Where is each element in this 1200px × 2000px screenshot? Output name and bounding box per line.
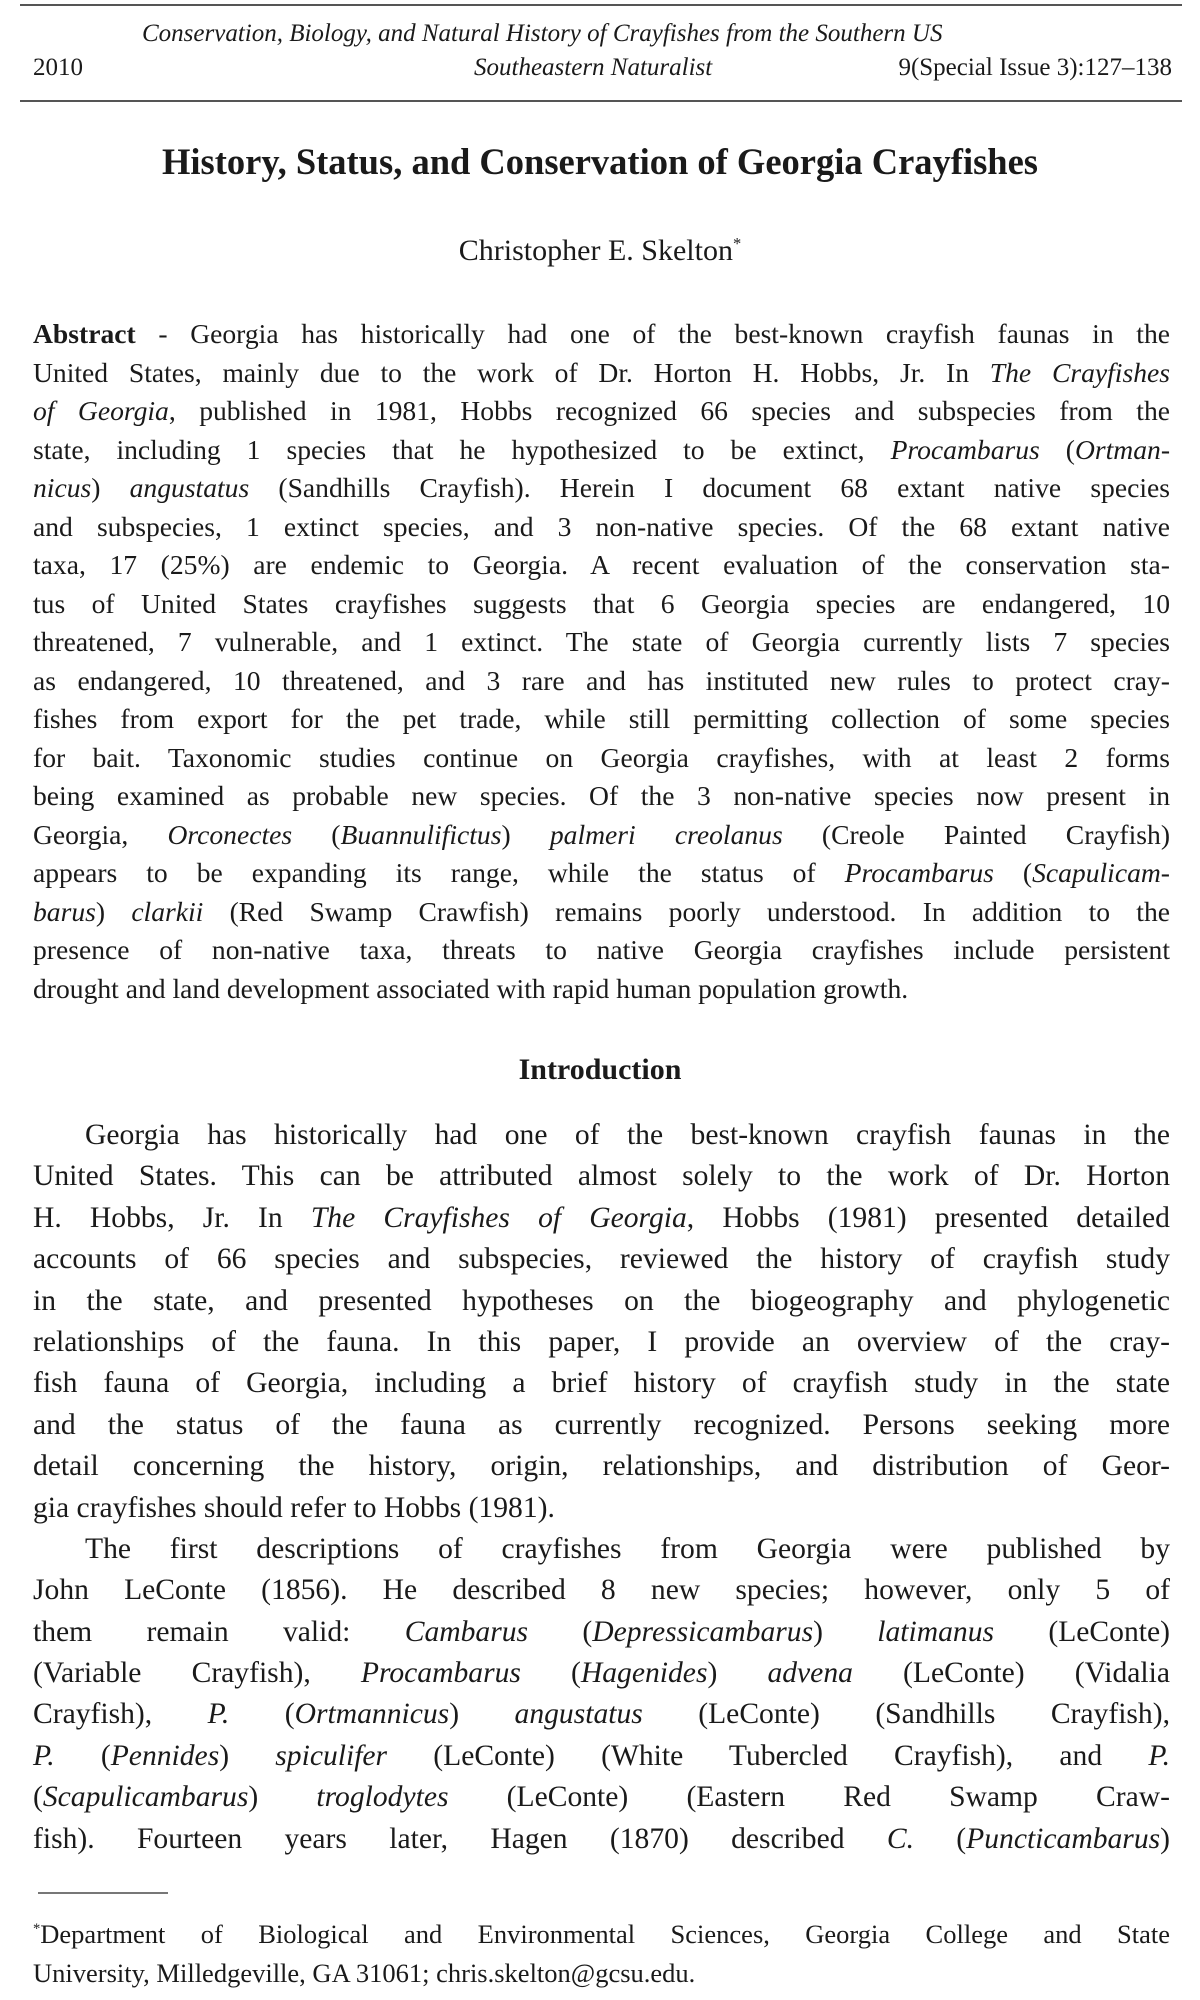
introduction-line <box>33 1239 1170 1280</box>
italic-text: nicus <box>33 472 92 503</box>
footnote-text: University, Milledgeville, GA 31061; chris.skelton@gcsu.edu. <box>33 1958 696 1988</box>
text-run: John LeConte (1856). He described 8 new species; however, only 5 of <box>33 1574 1170 1607</box>
abstract-line <box>33 931 1170 970</box>
text-run: ( <box>993 857 1033 888</box>
text-run: ) <box>449 1698 515 1731</box>
text-run: United States. This can be attributed almost solely to the work of Dr. Horton <box>33 1160 1170 1193</box>
text-run: state, including 1 species that he hypothesized to be extinct, <box>33 433 891 465</box>
footnote-rule <box>38 1892 168 1894</box>
introduction-line <box>33 1446 1170 1487</box>
text-run: ( <box>520 1657 581 1690</box>
abstract-line <box>33 431 1170 470</box>
text-run: ( <box>33 1781 43 1814</box>
abstract-line <box>33 315 1170 354</box>
text-run: ( <box>229 1698 295 1731</box>
text-run: (Variable Crayfish), <box>33 1657 361 1690</box>
text-run: (LeConte) (Sandhills Crayfish), <box>642 1698 1170 1731</box>
introduction-line <box>33 1115 1170 1156</box>
text-run: presence of non-native taxa, threats to native Georgia crayfishes include persistent <box>33 934 1170 965</box>
italic-text: Procambarus <box>844 857 994 888</box>
text-run: ) <box>248 1781 317 1814</box>
italic-text: P. <box>33 1739 55 1772</box>
text-run: ( <box>913 1822 967 1855</box>
text-run: in the state, and presented hypotheses on the biogeography and phylogenetic <box>33 1284 1170 1317</box>
author-line <box>0 234 1200 268</box>
introduction-line <box>33 1736 1170 1777</box>
introduction-line <box>33 1281 1170 1322</box>
text-run: (Red Swamp Crawfish) remains poorly understood. In addition to the <box>203 895 1170 927</box>
italic-text: advena <box>767 1657 853 1690</box>
text-run: fish). Fourteen years later, Hagen (1870) described <box>33 1822 887 1855</box>
abstract <box>33 315 1170 1008</box>
text-run: and the status of the fauna as currently recognized. Persons seeking more <box>33 1408 1170 1441</box>
italic-text: latimanus <box>877 1615 995 1648</box>
text-run: drought and land development associated with rapid human population growth. <box>33 972 909 1004</box>
italic-text: Puncticambarus <box>966 1822 1161 1855</box>
header-bottom-rule <box>20 100 1182 102</box>
text-run: and subspecies, 1 extinct species, and 3 non-native species. Of the 68 extant native <box>33 510 1170 542</box>
text-run: Georgia has historically had one of the best-known crayfish faunas in the <box>85 1119 1170 1151</box>
italic-text: Hagenides <box>580 1657 708 1690</box>
abstract-line <box>33 469 1170 508</box>
text-run: Crayfish), <box>33 1698 208 1731</box>
text-run: ) <box>501 818 550 850</box>
abstract-line <box>33 546 1170 585</box>
introduction-line <box>33 1405 1170 1446</box>
text-run: (LeConte) <box>994 1615 1170 1648</box>
text-run: (LeConte) (Vidalia <box>852 1657 1170 1690</box>
text-run: ) <box>707 1657 768 1690</box>
introduction-body <box>33 1115 1170 1860</box>
text-run: Georgia, <box>33 818 168 850</box>
text-run: (LeConte) (Eastern Red Swamp Craw- <box>448 1781 1170 1814</box>
abstract-line <box>33 893 1170 932</box>
text-run: gia crayfishes should refer to Hobbs (1981). <box>33 1491 555 1524</box>
text-run: H. Hobbs, Jr. In <box>33 1201 311 1234</box>
abstract-line <box>33 854 1170 893</box>
italic-text: The Crayfishes <box>989 356 1170 388</box>
italic-text: angustatus <box>129 472 250 503</box>
text-run: fish fauna of Georgia, including a brief history of crayfish study in the state <box>33 1367 1170 1400</box>
footnote-line <box>33 1954 1170 1993</box>
italic-text: Procambarus <box>890 433 1040 465</box>
italic-text: barus <box>33 895 96 927</box>
italic-text: Buannulifictus <box>340 818 502 850</box>
italic-text: Depressicambarus <box>592 1615 814 1648</box>
introduction-line <box>33 1777 1170 1818</box>
text-run: fishes from export for the pet trade, while still permitting collection of some species <box>33 703 1170 734</box>
section-heading-introduction: Introduction <box>518 1053 682 1086</box>
footnote-line <box>33 1915 1170 1954</box>
italic-text: palmeri creolanus <box>549 818 783 850</box>
abstract-line <box>33 392 1170 431</box>
abstract-line <box>33 970 1170 1009</box>
italic-text: Pennides <box>110 1739 220 1772</box>
text-run: , published in 1981, Hobbs recognized 66 species and subspecies from the <box>168 395 1171 426</box>
italic-text: angustatus <box>514 1698 643 1731</box>
introduction-line <box>33 1363 1170 1404</box>
footnote-text: Department of Biological and Environmental Sciences, Georgia College and State <box>40 1919 1170 1949</box>
text-run: as endangered, 10 threatened, and 3 rare and has instituted new rules to protect cray- <box>33 664 1170 696</box>
text-run: them remain valid: <box>33 1615 405 1648</box>
italic-text: spiculifer <box>275 1739 388 1772</box>
publication-year: 2010 <box>33 54 83 81</box>
abstract-line <box>33 662 1170 701</box>
text-run: for bait. Taxonomic studies continue on Georgia crayfishes, with at least 2 forms <box>33 741 1170 773</box>
abstract-line <box>33 623 1170 662</box>
header-top-rule <box>20 4 1182 6</box>
abstract-line <box>33 739 1170 778</box>
abstract-line <box>33 816 1170 855</box>
text-run: ) <box>1160 1822 1170 1855</box>
introduction-line <box>33 1612 1170 1653</box>
author-name: Christopher E. Skelton <box>458 234 733 267</box>
abstract-line <box>33 354 1170 393</box>
text-run: tus of United States crayfishes suggests that 6 Georgia species are endangered, 10 <box>33 587 1170 619</box>
abstract-label: Abstract <box>33 318 136 349</box>
footnote-mark: * <box>33 1921 41 1938</box>
abstract-line <box>33 700 1170 739</box>
italic-text: C. <box>886 1822 914 1855</box>
footnote <box>33 1915 1170 1993</box>
text-run: ) <box>95 895 132 927</box>
text-run: - Georgia has historically had one of the best-known crayfish faunas in the <box>135 318 1170 349</box>
text-run: being examined as probable new species. Of the 3 non-native species now present in <box>33 780 1170 811</box>
italic-text: clarkii <box>131 895 204 927</box>
journal-name: Southeastern Naturalist <box>474 54 713 81</box>
italic-text: P. <box>1148 1739 1170 1772</box>
italic-text: The Crayfishes of Georgia <box>310 1201 687 1234</box>
italic-text: of Georgia <box>33 395 169 426</box>
text-run: ) <box>219 1739 276 1772</box>
text-run: accounts of 66 species and subspecies, reviewed the history of crayfish study <box>33 1243 1170 1276</box>
italic-text: Orconectes <box>167 818 293 850</box>
text-run: (Creole Painted Crayfish) <box>782 818 1171 850</box>
italic-text: Scapulicambarus <box>42 1781 249 1814</box>
introduction-line <box>33 1198 1170 1239</box>
text-run: relationships of the fauna. In this paper, I provide an overview of the cray- <box>33 1325 1170 1358</box>
text-run: (Sandhills Crayfish). Herein I document 68 extant native species <box>249 472 1171 503</box>
abstract-line <box>33 508 1170 547</box>
text-run: ( <box>528 1615 593 1648</box>
issue-pages: 9(Special Issue 3):127–138 <box>898 54 1172 81</box>
text-run: appears to be expanding its range, while the status of <box>33 857 845 888</box>
italic-text: Cambarus <box>404 1615 529 1648</box>
text-run: threatened, 7 vulnerable, and 1 extinct. The state of Georgia currently lists 7 species <box>33 626 1170 657</box>
author-footnote-mark: * <box>732 234 742 253</box>
italic-text: P. <box>207 1698 230 1731</box>
text-run: , Hobbs (1981) presented detailed <box>686 1201 1170 1234</box>
series-title: Conservation, Biology, and Natural History of Crayfishes from the Southern US <box>142 20 943 47</box>
italic-text: Scapulicam- <box>1032 857 1170 888</box>
introduction-line <box>33 1156 1170 1197</box>
introduction-line <box>33 1653 1170 1694</box>
italic-text: Ortman- <box>1074 433 1171 465</box>
text-run: ) <box>91 472 130 503</box>
introduction-line <box>33 1819 1170 1860</box>
introduction-line <box>33 1529 1170 1570</box>
abstract-line <box>33 585 1170 624</box>
introduction-line <box>33 1322 1170 1363</box>
italic-text: Ortmannicus <box>294 1698 450 1731</box>
abstract-line <box>33 777 1170 816</box>
text-run: ( <box>54 1739 111 1772</box>
text-run: taxa, 17 (25%) are endemic to Georgia. A recent evaluation of the conservation sta- <box>33 549 1170 580</box>
text-run: (LeConte) (White Tubercled Crayfish), and <box>387 1739 1149 1772</box>
text-run: detail concerning the history, origin, relationships, and distribution of Geor- <box>33 1450 1170 1483</box>
text-run: ) <box>813 1615 878 1648</box>
introduction-line <box>33 1694 1170 1735</box>
introduction-line <box>33 1488 1170 1529</box>
article-title: History, Status, and Conservation of Georgia Crayfishes <box>162 141 1038 182</box>
text-run: ( <box>292 818 341 850</box>
introduction-line <box>33 1570 1170 1611</box>
italic-text: Procambarus <box>360 1657 521 1690</box>
text-run: The first descriptions of crayfishes from Georgia were published by <box>85 1532 1170 1565</box>
text-run: ( <box>1039 433 1075 465</box>
text-run: United States, mainly due to the work of Dr. Horton H. Hobbs, Jr. In <box>33 356 990 388</box>
italic-text: troglodytes <box>316 1781 449 1814</box>
